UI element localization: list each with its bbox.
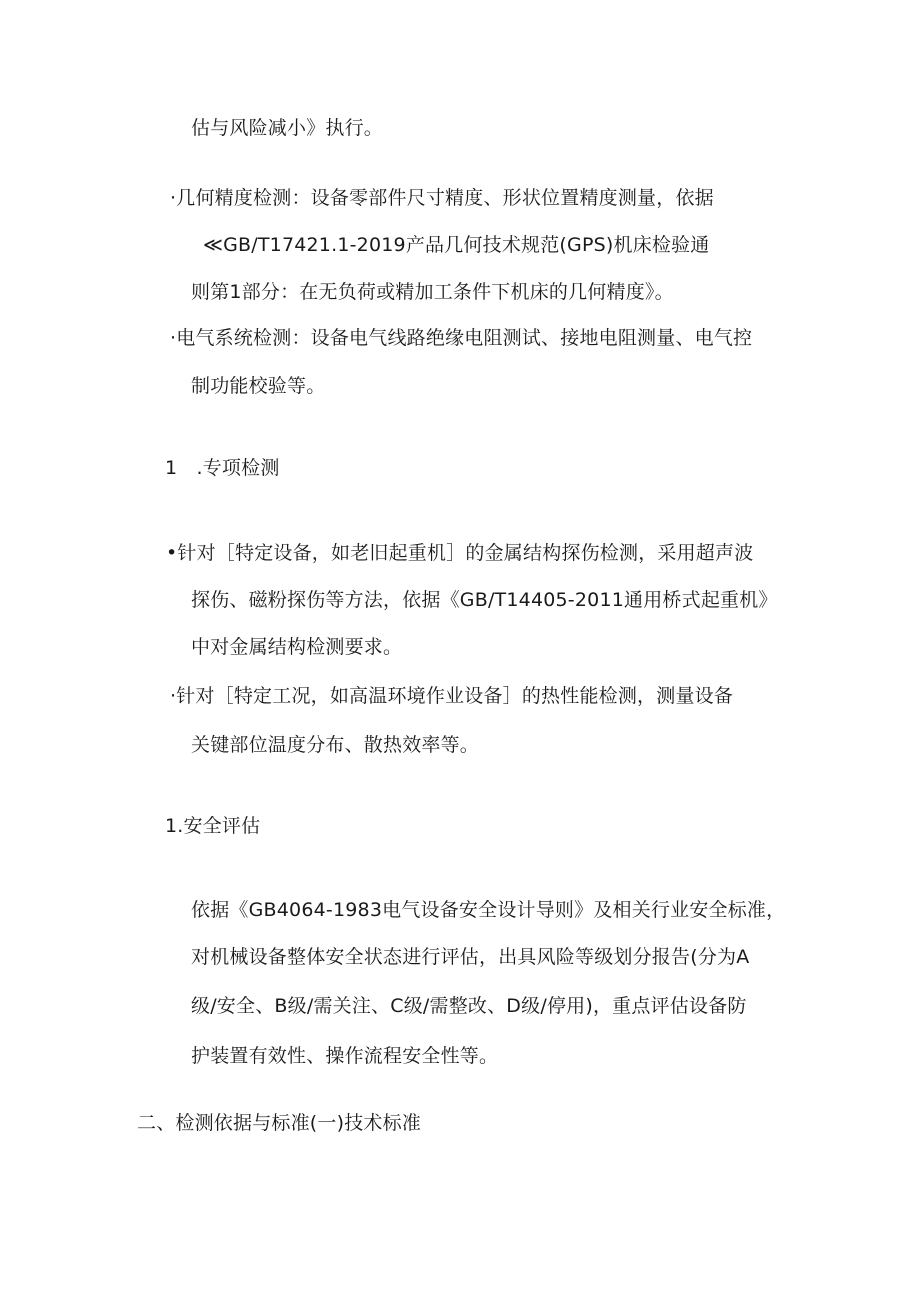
bullet-continuation: 制功能校验等。 [191,375,326,397]
bullet-thermal-performance: ·针对［特定工况，如高温环境作业设备］的热性能检测，测量设备 [170,685,734,707]
bullet-continuation: 关键部位温度分布、散热效率等。 [191,734,480,756]
bullet-continuation: 探伤、磁粉探伤等方法，依据《GB/T14405-2011通用桥式起重机》 [191,589,778,611]
standard-reference-line: ≪GB/T17421.1-2019产品几何技术规范(GPS)机床检验通 [203,234,710,256]
bullet-continuation: 中对金属结构检测要求。 [191,636,403,658]
paragraph-safety: 护装置有效性、操作流程安全性等。 [191,1045,499,1067]
bullet-metal-structure: •针对［特定设备，如老旧起重机］的金属结构探伤检测，采用超声波 [166,542,754,564]
section-heading-special-inspection: 1 .专项检测 [165,457,280,479]
paragraph-safety: 依据《GB4064-1983电气设备安全设计导则》及相关行业安全标准， [191,899,786,921]
standard-reference-line: 则第1部分：在无负荷或精加工条件下机床的几何精度》。 [191,281,674,303]
paragraph-safety: 对机械设备整体安全状态进行评估，出具风险等级划分报告(分为A [191,946,750,968]
section-heading-safety-assessment: 1.安全评估 [165,815,261,837]
bullet-geometric-accuracy: ·几何精度检测：设备零部件尺寸精度、形状位置精度测量，依据 [170,187,714,209]
bullet-electrical-system: ·电气系统检测：设备电气线路绝缘电阻测试、接地电阻测量、电气控 [170,327,753,349]
paragraph-safety: 级/安全、B级/需关注、C级/需整改、D级/停用)，重点评估设备防 [191,995,747,1017]
chapter-heading: 二、检测依据与标准(一)技术标准 [137,1112,422,1134]
paragraph-continuation: 估与风险减小》执行。 [191,117,384,139]
